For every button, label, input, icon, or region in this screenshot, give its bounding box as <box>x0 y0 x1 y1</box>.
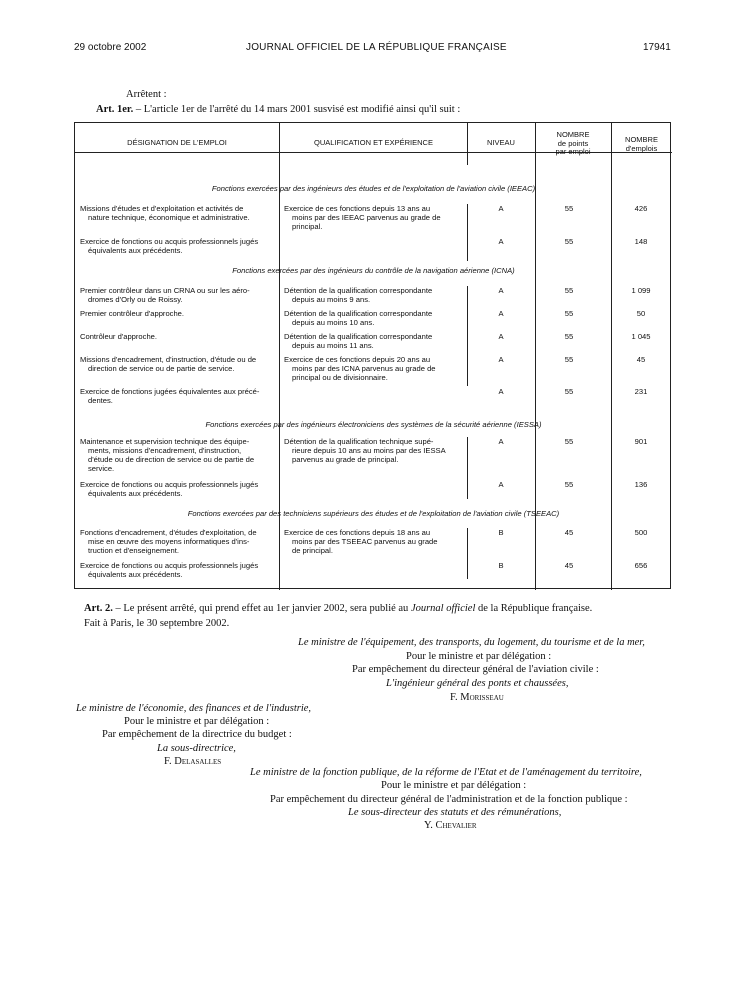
cell-niveau: A <box>498 237 504 246</box>
cell-line: Détention de la qualification correspondante <box>284 286 433 295</box>
cell-niveau: A <box>498 332 504 341</box>
header-page-number: 17941 <box>643 42 671 53</box>
cell-line: Détention de la qualification correspondante <box>284 332 433 341</box>
cell-line: Missions d'encadrement, d'instruction, d'étude ou de <box>80 355 257 364</box>
cell-line: Premier contrôleur d'approche. <box>80 309 185 318</box>
article-1 <box>96 104 460 115</box>
cell-designation <box>80 286 276 304</box>
employment-table <box>74 122 671 589</box>
cell-line: Exercice de fonctions ou acquis professionnels jugés <box>80 237 259 246</box>
col-header-emplois-line: NOMBRE <box>625 135 658 144</box>
cell-points: 45 <box>564 561 574 570</box>
cell-line: Contrôleur d'approche. <box>80 332 158 341</box>
cell-designation <box>80 332 276 341</box>
cell-line: depuis au moins 9 ans. <box>292 295 371 304</box>
cell-line: depuis au moins 10 ans. <box>292 318 375 327</box>
cell-niveau: A <box>498 286 504 295</box>
cell-qualification <box>284 332 460 350</box>
col-header-niveau: NIVEAU <box>487 138 515 147</box>
signature-line: Pour le ministre et par délégation : <box>406 651 552 662</box>
fait-a-paris: Fait à Paris, le 30 septembre 2002. <box>84 618 230 629</box>
col-header-points-line: par emploi <box>555 147 591 156</box>
signatory-name: Y. Chevalier <box>424 820 477 831</box>
col-header-designation: DÉSIGNATION DE L'EMPLOI <box>127 138 227 147</box>
signature-line: Par empêchement du directeur général de l'administration et de la fonction publique : <box>270 794 628 805</box>
article-2-journal: Journal officiel <box>410 603 476 614</box>
col-header-emplois <box>611 136 672 153</box>
signature-line: Le ministre de l'équipement, des transports, du logement, du tourisme et de la mer, <box>298 637 645 648</box>
section-title: Fonctions exercées par des ingénieurs électroniciens des systèmes de la sécurité aérienne (IESSA) <box>205 420 542 429</box>
cell-niveau: A <box>498 387 504 396</box>
signature-line: Le ministre de la fonction publique, de la réforme de l'Etat et de l'aménagement du territoire, <box>250 767 642 778</box>
cell-designation <box>80 528 276 555</box>
cell-emplois: 1 045 <box>631 332 651 341</box>
cell-line: principal. <box>292 222 323 231</box>
cell-qualification <box>284 437 460 464</box>
cell-emplois: 136 <box>634 480 648 489</box>
section-spacer <box>75 430 672 431</box>
cell-designation <box>80 309 276 318</box>
cell-line: moins par des ICNA parvenus au grade de <box>292 364 436 373</box>
cell-line: depuis au moins 11 ans. <box>292 341 374 350</box>
cell-line: Exercice de fonctions ou acquis professionnels jugés <box>80 561 259 570</box>
cell-qualification <box>284 286 460 304</box>
cell-designation <box>80 561 276 579</box>
table-col-divider <box>467 528 468 579</box>
cell-qualification <box>284 528 460 555</box>
cell-emplois: 50 <box>636 309 646 318</box>
cell-designation <box>80 237 276 255</box>
cell-line: Missions d'études et d'exploitation et activités de <box>80 204 244 213</box>
cell-line: équivalents aux précédents. <box>88 489 183 498</box>
article-1-label: Art. 1er. <box>96 104 134 115</box>
table-col-divider <box>467 286 468 386</box>
article-2-label: Art. 2. <box>84 603 113 614</box>
cell-line: de principal. <box>292 546 333 555</box>
cell-line: d'étude ou de direction de service ou de partie de <box>88 455 255 464</box>
cell-emplois: 148 <box>634 237 648 246</box>
article-2-text: – Le présent arrêté, qui prend effet au 1er janvier 2002, sera publié au <box>115 603 409 614</box>
cell-line: Détention de la qualification correspondante <box>284 309 433 318</box>
cell-points: 55 <box>564 204 574 213</box>
col-header-emplois-line: d'emplois <box>625 143 658 153</box>
cell-line: rieure depuis 10 ans au moins par des IESSA <box>292 446 446 455</box>
cell-niveau: A <box>498 437 504 446</box>
cell-line: parvenus au grade de principal. <box>292 455 399 464</box>
cell-line: dromes d'Orly ou de Roissy. <box>88 295 183 304</box>
signature-line: Par empêchement du directeur général de l'aviation civile : <box>352 664 599 675</box>
cell-niveau: A <box>498 480 504 489</box>
header-journal-title: JOURNAL OFFICIEL DE LA RÉPUBLIQUE FRANÇAISE <box>246 42 507 53</box>
cell-points: 45 <box>564 528 574 537</box>
article-2-text-end: de la République française. <box>478 603 593 614</box>
cell-designation <box>80 387 276 405</box>
cell-designation <box>80 437 276 473</box>
cell-niveau: B <box>498 561 504 570</box>
cell-line: moins par des IEEAC parvenus au grade de <box>292 213 441 222</box>
section-title: Fonctions exercées par des ingénieurs du contrôle de la navigation aérienne (ICNA) <box>232 266 515 275</box>
cell-line: Exercice de ces fonctions depuis 13 ans au <box>284 204 431 213</box>
cell-line: nature technique, économique et administrative. <box>88 213 250 222</box>
signature-line: Pour le ministre et par délégation : <box>124 716 270 727</box>
cell-points: 55 <box>564 237 574 246</box>
cell-emplois: 45 <box>636 355 646 364</box>
col-header-qualification: QUALIFICATION ET EXPÉRIENCE <box>314 138 433 147</box>
signatory-name: F. Delasalles <box>164 756 222 767</box>
cell-qualification <box>284 204 460 231</box>
article-2 <box>84 603 592 614</box>
cell-points: 55 <box>564 332 574 341</box>
cell-line: Exercice de fonctions ou acquis professionnels jugés <box>80 480 259 489</box>
table-col-divider <box>467 437 468 499</box>
cell-designation <box>80 480 276 498</box>
cell-qualification <box>284 309 460 327</box>
section-title: Fonctions exercées par des ingénieurs des études et de l'exploitation de l'aviation civile (IEEAC) <box>211 184 536 193</box>
cell-line: truction et d'enseignement. <box>88 546 179 555</box>
cell-line: Détention de la qualification technique supé- <box>284 437 434 446</box>
section-spacer <box>75 519 672 520</box>
cell-emplois: 901 <box>634 437 648 446</box>
cell-niveau: A <box>498 309 504 318</box>
cell-qualification <box>284 355 460 382</box>
section-spacer <box>75 195 672 196</box>
cell-emplois: 1 099 <box>631 286 651 295</box>
signature-line: Pour le ministre et par délégation : <box>381 780 527 791</box>
cell-line: Exercice de fonctions jugées équivalentes aux précé- <box>80 387 260 396</box>
cell-line: principal ou de divisionnaire. <box>292 373 388 382</box>
cell-line: équivalents aux précédents. <box>88 246 183 255</box>
cell-points: 55 <box>564 480 574 489</box>
col-header-points-line: de points <box>557 138 589 148</box>
cell-points: 55 <box>564 355 574 364</box>
cell-points: 55 <box>564 309 574 318</box>
header-date: 29 octobre 2002 <box>74 42 147 53</box>
cell-designation <box>80 355 276 373</box>
cell-emplois: 426 <box>634 204 648 213</box>
cell-emplois: 500 <box>634 528 648 537</box>
cell-line: Maintenance et supervision technique des équipe- <box>80 437 250 446</box>
cell-line: Exercice de ces fonctions depuis 20 ans au <box>284 355 431 364</box>
cell-line: ments, missions d'encadrement, d'instruction, <box>88 446 242 455</box>
cell-line: équivalents aux précédents. <box>88 570 183 579</box>
cell-niveau: A <box>498 355 504 364</box>
signature-line: Le sous-directeur des statuts et des rémunérations, <box>348 807 562 818</box>
cell-designation <box>80 204 276 222</box>
cell-line: Premier contrôleur dans un CRNA ou sur les aéro- <box>80 286 250 295</box>
cell-points: 55 <box>564 387 574 396</box>
table-col-divider <box>467 204 468 261</box>
col-header-points <box>535 131 611 157</box>
signature-line: La sous-directrice, <box>157 743 236 754</box>
cell-line: mise en œuvre des moyens informatiques d'ins- <box>88 537 250 546</box>
cell-points: 55 <box>564 286 574 295</box>
section-spacer <box>75 278 672 279</box>
cell-line: direction de service ou de partie de service. <box>88 364 235 373</box>
signature-line: Le ministre de l'économie, des finances et de l'industrie, <box>76 703 312 714</box>
signature-line: L'ingénieur général des ponts et chaussées, <box>386 678 569 689</box>
cell-line: Fonctions d'encadrement, d'études d'exploitation, de <box>80 528 257 537</box>
cell-line: service. <box>88 464 115 473</box>
cell-line: moins par des TSEEAC parvenus au grade <box>292 537 438 546</box>
cell-emplois: 656 <box>634 561 648 570</box>
cell-niveau: B <box>498 528 504 537</box>
signature-line: Par empêchement de la directrice du budget : <box>102 729 292 740</box>
cell-niveau: A <box>498 204 504 213</box>
col-header-points-line: NOMBRE <box>556 130 590 139</box>
cell-line: dentes. <box>88 396 113 405</box>
arrete-label: Arrêtent : <box>126 89 167 100</box>
signatory-name: F. Morisseau <box>450 692 504 703</box>
cell-line: Exercice de ces fonctions depuis 18 ans au <box>284 528 431 537</box>
section-title: Fonctions exercées par des techniciens supérieurs des études et de l'exploitation de l'aviation civile (TSEEAC) <box>187 509 560 518</box>
cell-emplois: 231 <box>634 387 648 396</box>
article-1-text: – L'article 1er de l'arrêté du 14 mars 2001 susvisé est modifié ainsi qu'il suit : <box>135 104 461 115</box>
cell-points: 55 <box>564 437 574 446</box>
